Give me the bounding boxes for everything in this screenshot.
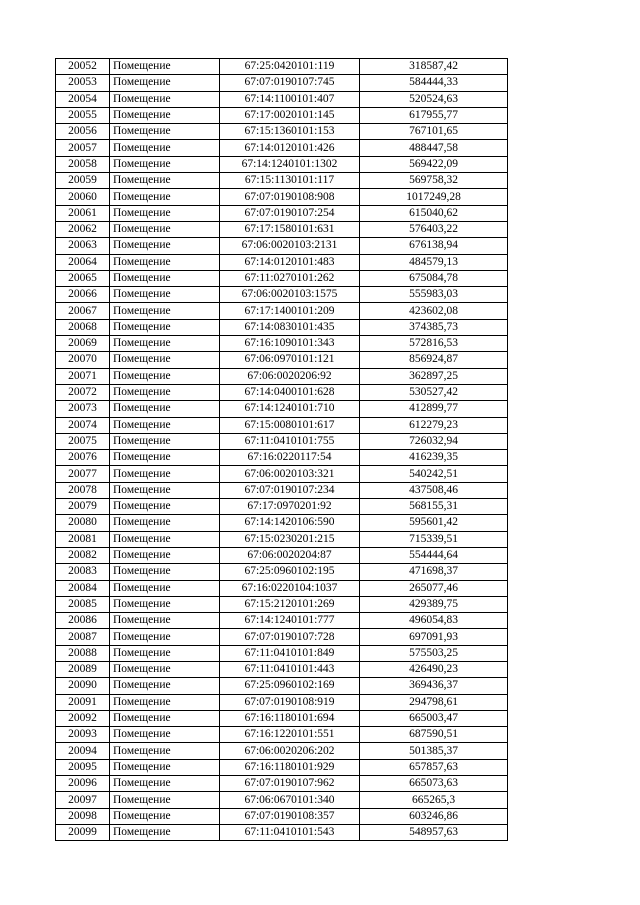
cadastral-number-cell: 67:16:0220104:1037 — [220, 580, 360, 596]
table-row — [56, 368, 508, 384]
row-number-cell: 20053 — [56, 75, 110, 91]
table-row — [56, 678, 508, 694]
row-number-cell: 20064 — [56, 254, 110, 270]
row-number-cell: 20091 — [56, 694, 110, 710]
object-type-cell: Помещение — [110, 254, 220, 270]
object-type-cell: Помещение — [110, 466, 220, 482]
cadastral-number-cell: 67:25:0960102:169 — [220, 678, 360, 694]
cadastral-value-cell: 540242,51 — [360, 466, 508, 482]
row-number-cell: 20083 — [56, 564, 110, 580]
table-row — [56, 91, 508, 107]
table-row — [56, 433, 508, 449]
cadastral-number-cell: 67:14:0830101:435 — [220, 319, 360, 335]
row-number-cell: 20061 — [56, 205, 110, 221]
cadastral-number-cell: 67:07:0190108:908 — [220, 189, 360, 205]
row-number-cell: 20073 — [56, 401, 110, 417]
row-number-cell: 20056 — [56, 124, 110, 140]
table-row — [56, 450, 508, 466]
row-number-cell: 20090 — [56, 678, 110, 694]
row-number-cell: 20089 — [56, 661, 110, 677]
row-number-cell: 20085 — [56, 596, 110, 612]
table-row — [56, 743, 508, 759]
row-number-cell: 20058 — [56, 156, 110, 172]
cadastral-number-cell: 67:15:1360101:153 — [220, 124, 360, 140]
cadastral-value-cell: 576403,22 — [360, 221, 508, 237]
cadastral-value-cell: 676138,94 — [360, 238, 508, 254]
row-number-cell: 20074 — [56, 417, 110, 433]
cadastral-number-cell: 67:14:1240101:710 — [220, 401, 360, 417]
cadastral-value-cell: 423602,08 — [360, 303, 508, 319]
table-row — [56, 645, 508, 661]
cadastral-value-cell: 548957,63 — [360, 824, 508, 840]
cadastral-number-cell: 67:17:0970201:92 — [220, 499, 360, 515]
table-row — [56, 531, 508, 547]
cadastral-value-cell: 568155,31 — [360, 499, 508, 515]
cadastral-value-cell: 595601,42 — [360, 515, 508, 531]
table-row — [56, 710, 508, 726]
table-row — [56, 205, 508, 221]
object-type-cell: Помещение — [110, 352, 220, 368]
table-row — [56, 303, 508, 319]
object-type-cell: Помещение — [110, 59, 220, 75]
cadastral-value-cell: 471698,37 — [360, 564, 508, 580]
cadastral-number-cell: 67:06:0670101:340 — [220, 792, 360, 808]
cadastral-number-cell: 67:16:1180101:694 — [220, 710, 360, 726]
cadastral-number-cell: 67:06:0970101:121 — [220, 352, 360, 368]
object-type-cell: Помещение — [110, 205, 220, 221]
object-type-cell: Помещение — [110, 433, 220, 449]
cadastral-value-cell: 617955,77 — [360, 107, 508, 123]
table-row — [56, 156, 508, 172]
cadastral-number-cell: 67:15:0230201:215 — [220, 531, 360, 547]
cadastral-value-cell: 726032,94 — [360, 433, 508, 449]
table-row — [56, 352, 508, 368]
row-number-cell: 20069 — [56, 336, 110, 352]
registry-table-body — [56, 59, 508, 841]
cadastral-number-cell: 67:06:0020206:202 — [220, 743, 360, 759]
cadastral-value-cell: 530527,42 — [360, 384, 508, 400]
row-number-cell: 20092 — [56, 710, 110, 726]
cadastral-number-cell: 67:15:2120101:269 — [220, 596, 360, 612]
row-number-cell: 20060 — [56, 189, 110, 205]
object-type-cell: Помещение — [110, 287, 220, 303]
object-type-cell: Помещение — [110, 629, 220, 645]
row-number-cell: 20087 — [56, 629, 110, 645]
cadastral-value-cell: 437508,46 — [360, 482, 508, 498]
object-type-cell: Помещение — [110, 694, 220, 710]
cadastral-number-cell: 67:15:1130101:117 — [220, 173, 360, 189]
cadastral-value-cell: 572816,53 — [360, 336, 508, 352]
cadastral-number-cell: 67:07:0190108:919 — [220, 694, 360, 710]
table-row — [56, 596, 508, 612]
cadastral-number-cell: 67:25:0960102:195 — [220, 564, 360, 580]
row-number-cell: 20052 — [56, 59, 110, 75]
table-row — [56, 107, 508, 123]
cadastral-number-cell: 67:07:0190107:962 — [220, 776, 360, 792]
object-type-cell: Помещение — [110, 482, 220, 498]
table-row — [56, 808, 508, 824]
object-type-cell: Помещение — [110, 759, 220, 775]
cadastral-value-cell: 584444,33 — [360, 75, 508, 91]
table-row — [56, 270, 508, 286]
row-number-cell: 20084 — [56, 580, 110, 596]
row-number-cell: 20059 — [56, 173, 110, 189]
table-row — [56, 238, 508, 254]
object-type-cell: Помещение — [110, 580, 220, 596]
object-type-cell: Помещение — [110, 596, 220, 612]
object-type-cell: Помещение — [110, 221, 220, 237]
cadastral-number-cell: 67:14:0400101:628 — [220, 384, 360, 400]
object-type-cell: Помещение — [110, 824, 220, 840]
table-row — [56, 824, 508, 840]
cadastral-number-cell: 67:07:0190108:357 — [220, 808, 360, 824]
row-number-cell: 20063 — [56, 238, 110, 254]
cadastral-number-cell: 67:07:0190107:234 — [220, 482, 360, 498]
cadastral-value-cell: 856924,87 — [360, 352, 508, 368]
object-type-cell: Помещение — [110, 336, 220, 352]
cadastral-number-cell: 67:07:0190107:745 — [220, 75, 360, 91]
object-type-cell: Помещение — [110, 401, 220, 417]
cadastral-value-cell: 501385,37 — [360, 743, 508, 759]
table-row — [56, 482, 508, 498]
cadastral-value-cell: 374385,73 — [360, 319, 508, 335]
object-type-cell: Помещение — [110, 368, 220, 384]
object-type-cell: Помещение — [110, 450, 220, 466]
table-row — [56, 727, 508, 743]
table-row — [56, 580, 508, 596]
object-type-cell: Помещение — [110, 173, 220, 189]
cadastral-number-cell: 67:11:0270101:262 — [220, 270, 360, 286]
object-type-cell: Помещение — [110, 661, 220, 677]
object-type-cell: Помещение — [110, 515, 220, 531]
cadastral-value-cell: 697091,93 — [360, 629, 508, 645]
cadastral-value-cell: 575503,25 — [360, 645, 508, 661]
row-number-cell: 20082 — [56, 547, 110, 563]
cadastral-value-cell: 369436,37 — [360, 678, 508, 694]
row-number-cell: 20098 — [56, 808, 110, 824]
cadastral-value-cell: 555983,03 — [360, 287, 508, 303]
table-row — [56, 466, 508, 482]
row-number-cell: 20055 — [56, 107, 110, 123]
row-number-cell: 20099 — [56, 824, 110, 840]
row-number-cell: 20097 — [56, 792, 110, 808]
cadastral-number-cell: 67:14:0120101:483 — [220, 254, 360, 270]
cadastral-number-cell: 67:11:0410101:543 — [220, 824, 360, 840]
table-row — [56, 792, 508, 808]
row-number-cell: 20094 — [56, 743, 110, 759]
cadastral-number-cell: 67:14:1240101:777 — [220, 613, 360, 629]
cadastral-number-cell: 67:16:1180101:929 — [220, 759, 360, 775]
row-number-cell: 20095 — [56, 759, 110, 775]
object-type-cell: Помещение — [110, 710, 220, 726]
table-row — [56, 661, 508, 677]
table-row — [56, 417, 508, 433]
object-type-cell: Помещение — [110, 107, 220, 123]
row-number-cell: 20081 — [56, 531, 110, 547]
object-type-cell: Помещение — [110, 645, 220, 661]
table-row — [56, 515, 508, 531]
object-type-cell: Помещение — [110, 124, 220, 140]
object-type-cell: Помещение — [110, 808, 220, 824]
cadastral-value-cell: 603246,86 — [360, 808, 508, 824]
cadastral-value-cell: 484579,13 — [360, 254, 508, 270]
cadastral-number-cell: 67:06:0020103:1575 — [220, 287, 360, 303]
row-number-cell: 20078 — [56, 482, 110, 498]
object-type-cell: Помещение — [110, 792, 220, 808]
cadastral-number-cell: 67:14:1240101:1302 — [220, 156, 360, 172]
cadastral-number-cell: 67:06:0020206:92 — [220, 368, 360, 384]
row-number-cell: 20065 — [56, 270, 110, 286]
object-type-cell: Помещение — [110, 531, 220, 547]
cadastral-number-cell: 67:16:0220117:54 — [220, 450, 360, 466]
cadastral-value-cell: 554444,64 — [360, 547, 508, 563]
cadastral-number-cell: 67:17:1400101:209 — [220, 303, 360, 319]
cadastral-value-cell: 665265,3 — [360, 792, 508, 808]
row-number-cell: 20072 — [56, 384, 110, 400]
table-row — [56, 254, 508, 270]
row-number-cell: 20088 — [56, 645, 110, 661]
row-number-cell: 20057 — [56, 140, 110, 156]
table-row — [56, 173, 508, 189]
object-type-cell: Помещение — [110, 303, 220, 319]
row-number-cell: 20070 — [56, 352, 110, 368]
cadastral-value-cell: 715339,51 — [360, 531, 508, 547]
table-row — [56, 124, 508, 140]
cadastral-number-cell: 67:16:1220101:551 — [220, 727, 360, 743]
cadastral-value-cell: 412899,77 — [360, 401, 508, 417]
row-number-cell: 20062 — [56, 221, 110, 237]
table-row — [56, 384, 508, 400]
object-type-cell: Помещение — [110, 270, 220, 286]
table-row — [56, 319, 508, 335]
object-type-cell: Помещение — [110, 189, 220, 205]
cadastral-value-cell: 362897,25 — [360, 368, 508, 384]
object-type-cell: Помещение — [110, 319, 220, 335]
property-registry-table — [55, 58, 508, 841]
row-number-cell: 20075 — [56, 433, 110, 449]
row-number-cell: 20066 — [56, 287, 110, 303]
cadastral-value-cell: 657857,63 — [360, 759, 508, 775]
cadastral-number-cell: 67:14:0120101:426 — [220, 140, 360, 156]
cadastral-value-cell: 665003,47 — [360, 710, 508, 726]
row-number-cell: 20086 — [56, 613, 110, 629]
object-type-cell: Помещение — [110, 238, 220, 254]
cadastral-value-cell: 520524,63 — [360, 91, 508, 107]
object-type-cell: Помещение — [110, 384, 220, 400]
cadastral-number-cell: 67:14:1100101:407 — [220, 91, 360, 107]
cadastral-value-cell: 612279,23 — [360, 417, 508, 433]
object-type-cell: Помещение — [110, 678, 220, 694]
cadastral-value-cell: 767101,65 — [360, 124, 508, 140]
table-row — [56, 75, 508, 91]
table-row — [56, 140, 508, 156]
cadastral-number-cell: 67:06:0020204:87 — [220, 547, 360, 563]
cadastral-number-cell: 67:15:0080101:617 — [220, 417, 360, 433]
table-row — [56, 564, 508, 580]
cadastral-value-cell: 665073,63 — [360, 776, 508, 792]
cadastral-number-cell: 67:06:0020103:321 — [220, 466, 360, 482]
object-type-cell: Помещение — [110, 75, 220, 91]
cadastral-number-cell: 67:25:0420101:119 — [220, 59, 360, 75]
table-row — [56, 59, 508, 75]
object-type-cell: Помещение — [110, 564, 220, 580]
object-type-cell: Помещение — [110, 91, 220, 107]
row-number-cell: 20054 — [56, 91, 110, 107]
cadastral-number-cell: 67:07:0190107:728 — [220, 629, 360, 645]
object-type-cell: Помещение — [110, 156, 220, 172]
cadastral-value-cell: 426490,23 — [360, 661, 508, 677]
table-row — [56, 613, 508, 629]
table-row — [56, 776, 508, 792]
row-number-cell: 20076 — [56, 450, 110, 466]
cadastral-value-cell: 265077,46 — [360, 580, 508, 596]
object-type-cell: Помещение — [110, 743, 220, 759]
cadastral-number-cell: 67:11:0410101:849 — [220, 645, 360, 661]
table-row — [56, 287, 508, 303]
cadastral-value-cell: 675084,78 — [360, 270, 508, 286]
table-row — [56, 221, 508, 237]
cadastral-value-cell: 318587,42 — [360, 59, 508, 75]
table-row — [56, 499, 508, 515]
table-row — [56, 189, 508, 205]
cadastral-number-cell: 67:17:1580101:631 — [220, 221, 360, 237]
object-type-cell: Помещение — [110, 613, 220, 629]
object-type-cell: Помещение — [110, 547, 220, 563]
cadastral-number-cell: 67:16:1090101:343 — [220, 336, 360, 352]
table-row — [56, 336, 508, 352]
cadastral-value-cell: 1017249,28 — [360, 189, 508, 205]
object-type-cell: Помещение — [110, 499, 220, 515]
row-number-cell: 20080 — [56, 515, 110, 531]
cadastral-value-cell: 569758,32 — [360, 173, 508, 189]
table-row — [56, 759, 508, 775]
cadastral-value-cell: 496054,83 — [360, 613, 508, 629]
row-number-cell: 20077 — [56, 466, 110, 482]
row-number-cell: 20071 — [56, 368, 110, 384]
cadastral-number-cell: 67:06:0020103:2131 — [220, 238, 360, 254]
row-number-cell: 20093 — [56, 727, 110, 743]
row-number-cell: 20096 — [56, 776, 110, 792]
object-type-cell: Помещение — [110, 417, 220, 433]
object-type-cell: Помещение — [110, 776, 220, 792]
table-row — [56, 547, 508, 563]
row-number-cell: 20079 — [56, 499, 110, 515]
cadastral-value-cell: 429389,75 — [360, 596, 508, 612]
cadastral-number-cell: 67:11:0410101:755 — [220, 433, 360, 449]
cadastral-number-cell: 67:17:0020101:145 — [220, 107, 360, 123]
table-row — [56, 694, 508, 710]
row-number-cell: 20068 — [56, 319, 110, 335]
object-type-cell: Помещение — [110, 140, 220, 156]
row-number-cell: 20067 — [56, 303, 110, 319]
object-type-cell: Помещение — [110, 727, 220, 743]
cadastral-value-cell: 416239,35 — [360, 450, 508, 466]
cadastral-number-cell: 67:14:1420106:590 — [220, 515, 360, 531]
cadastral-value-cell: 615040,62 — [360, 205, 508, 221]
cadastral-value-cell: 294798,61 — [360, 694, 508, 710]
table-row — [56, 401, 508, 417]
cadastral-value-cell: 569422,09 — [360, 156, 508, 172]
cadastral-value-cell: 687590,51 — [360, 727, 508, 743]
cadastral-value-cell: 488447,58 — [360, 140, 508, 156]
cadastral-number-cell: 67:11:0410101:443 — [220, 661, 360, 677]
cadastral-number-cell: 67:07:0190107:254 — [220, 205, 360, 221]
table-row — [56, 629, 508, 645]
